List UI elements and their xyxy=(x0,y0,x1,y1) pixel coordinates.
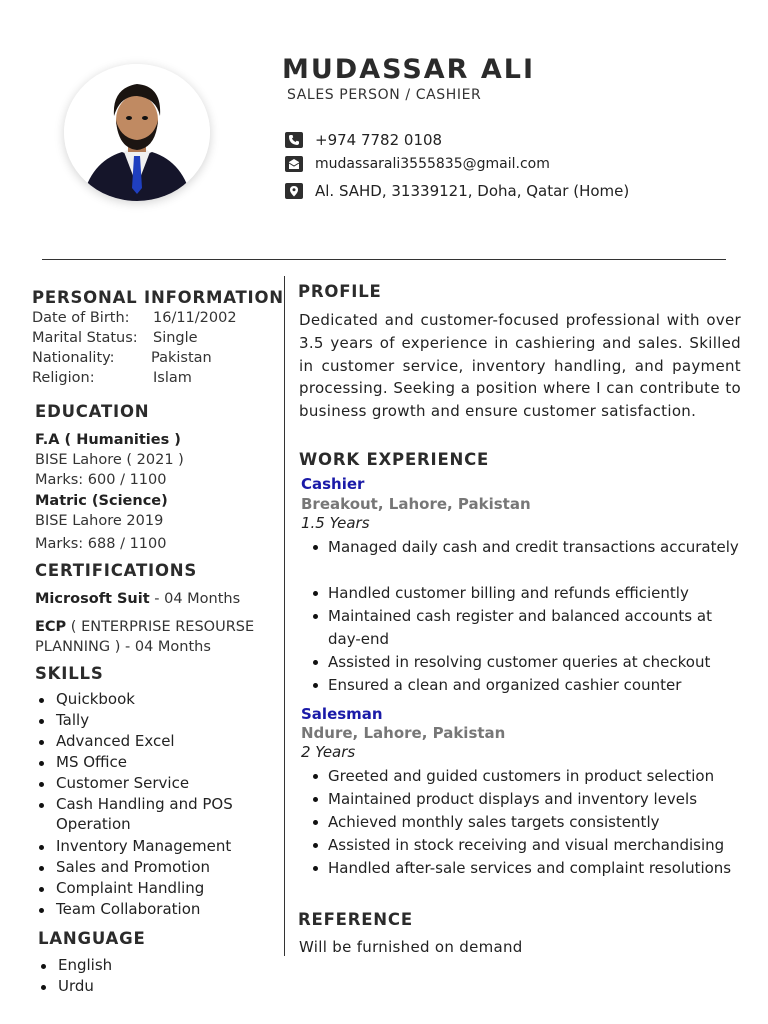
info-label: Marital Status: xyxy=(32,330,138,346)
job-duration: 1.5 Years xyxy=(301,514,370,532)
profile-heading: PROFILE xyxy=(298,282,382,301)
skill-item: Inventory Management xyxy=(56,837,232,855)
job-bullet: Ensured a clean and organized cashier counter xyxy=(328,674,740,697)
job-bullet: Maintained product displays and inventory levels xyxy=(328,788,740,811)
certification-name: ECP xyxy=(35,619,67,635)
job-bullet: Assisted in stock receiving and visual merchandising xyxy=(328,834,740,857)
certification-detail: - 04 Months xyxy=(149,591,241,607)
language-item: English xyxy=(58,956,113,974)
skill-line: Operation xyxy=(56,815,131,833)
education-board: BISE Lahore 2019 xyxy=(35,513,164,529)
skill-line: Cash Handling and POS xyxy=(56,795,233,813)
contact-address xyxy=(285,182,629,200)
info-value: Single xyxy=(153,330,198,346)
education-marks: Marks: 600 / 1100 xyxy=(35,472,167,488)
info-label: Religion: xyxy=(32,370,95,386)
skill-item: Tally xyxy=(56,711,90,729)
job-bullet: Handled after-sale services and complaint resolutions xyxy=(328,857,740,880)
skills-heading: SKILLS xyxy=(35,664,104,683)
personal-info-heading: PERSONAL INFORMATION xyxy=(32,288,284,307)
job-company: Ndure, Lahore, Pakistan xyxy=(301,724,506,742)
info-row-dob xyxy=(32,310,237,326)
job-duration: 2 Years xyxy=(301,743,356,761)
candidate-role: SALES PERSON / CASHIER xyxy=(287,87,482,103)
home-address: Al. SAHD, 31339121, Doha, Qatar (Home) xyxy=(315,182,630,200)
job-bullet: Managed daily cash and credit transactions accurately xyxy=(328,536,740,559)
certification-item xyxy=(35,619,254,635)
reference-text: Will be furnished on demand xyxy=(299,938,523,956)
email-address: mudassarali3555835@gmail.com xyxy=(315,156,550,172)
education-marks: Marks: 688 / 1100 xyxy=(35,536,167,552)
skill-item xyxy=(56,795,233,833)
skill-item: MS Office xyxy=(56,753,128,771)
job-bullet: Assisted in resolving customer queries at checkout xyxy=(328,651,740,674)
skill-item: Customer Service xyxy=(56,774,190,792)
envelope-icon xyxy=(285,156,303,172)
certification-detail: ( ENTERPRISE RESOURSE xyxy=(66,619,255,635)
reference-heading: REFERENCE xyxy=(298,910,413,929)
certification-name: Microsoft Suit xyxy=(35,591,150,607)
skill-item: Quickbook xyxy=(56,690,135,708)
skill-item: Advanced Excel xyxy=(56,732,175,750)
certifications-heading: CERTIFICATIONS xyxy=(35,561,198,580)
job-bullet: Achieved monthly sales targets consistently xyxy=(328,811,740,834)
info-value: 16/11/2002 xyxy=(153,310,237,326)
job-bullet: Handled customer billing and refunds efficiently xyxy=(328,582,740,605)
certification-item xyxy=(35,591,240,607)
location-pin-icon xyxy=(285,183,303,199)
skill-item: Sales and Promotion xyxy=(56,858,210,876)
column-divider xyxy=(284,276,285,956)
candidate-name: MUDASSAR ALI xyxy=(282,54,536,85)
job-company: Breakout, Lahore, Pakistan xyxy=(301,495,531,513)
info-label: Nationality: xyxy=(32,350,115,366)
skill-item: Complaint Handling xyxy=(56,879,205,897)
job-title: Salesman xyxy=(301,705,383,723)
certification-detail-cont: PLANNING ) - 04 Months xyxy=(35,639,211,655)
contact-email xyxy=(285,156,550,172)
language-item: Urdu xyxy=(58,977,94,995)
job-title: Cashier xyxy=(301,475,365,493)
phone-number: +974 7782 0108 xyxy=(315,131,443,149)
education-degree: Matric (Science) xyxy=(35,493,168,509)
work-experience-heading: WORK EXPERIENCE xyxy=(299,450,490,469)
skill-item: Team Collaboration xyxy=(56,900,201,918)
info-row-nationality xyxy=(32,350,212,366)
header-divider xyxy=(42,259,726,260)
profile-summary: Dedicated and customer-focused professional with over 3.5 years of experience in cashiering and sales. Skilled in customer service, inventory handling, and payment processing. Seeking a position where I can contribute to business growth and ensure customer satisfaction. xyxy=(299,311,741,421)
education-board: BISE Lahore ( 2021 ) xyxy=(35,452,184,468)
education-degree: F.A ( Humanities ) xyxy=(35,432,181,448)
phone-icon xyxy=(285,132,303,148)
info-label: Date of Birth: xyxy=(32,310,130,326)
contact-phone xyxy=(285,131,442,149)
language-heading: LANGUAGE xyxy=(38,929,146,948)
profile-photo xyxy=(64,64,210,201)
education-heading: EDUCATION xyxy=(35,402,150,421)
job-bullet: Maintained cash register and balanced accounts at day-end xyxy=(328,605,740,651)
info-value: Islam xyxy=(153,370,192,386)
info-value: Pakistan xyxy=(151,350,212,366)
job-bullet: Greeted and guided customers in product selection xyxy=(328,765,740,788)
info-row-marital xyxy=(32,330,198,346)
avatar xyxy=(64,64,210,201)
info-row-religion xyxy=(32,370,192,386)
